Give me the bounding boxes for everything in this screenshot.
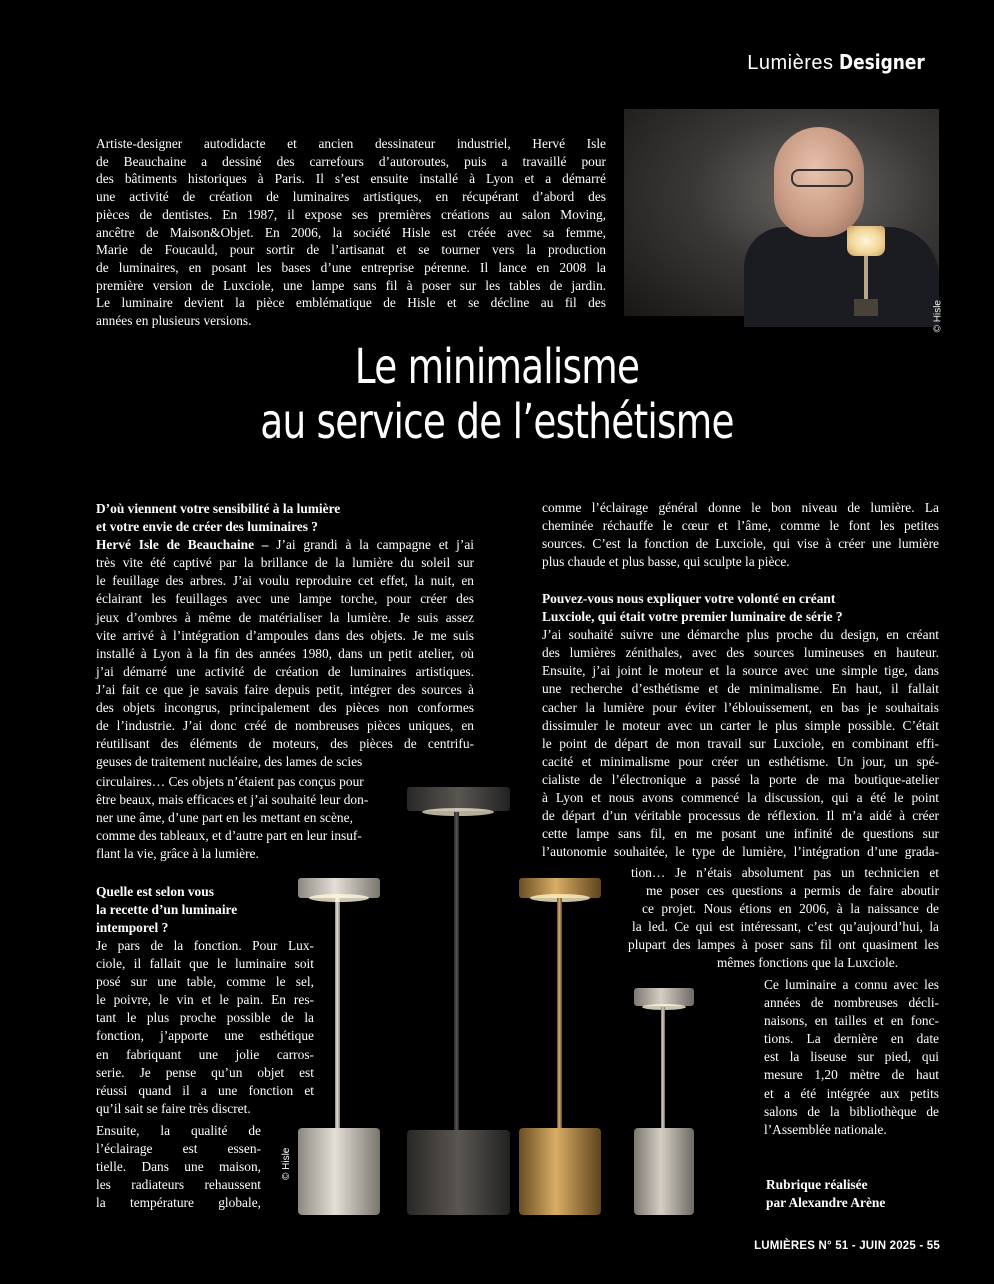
- intro-line: de luminaires, en posant les bases d’une entreprise pérenne. Il lance en 2008 la: [96, 259, 606, 275]
- photo-credit: © Hisle: [932, 300, 943, 333]
- answer-line: plupart des lampes à poser sans fil ont quasiment les: [628, 937, 939, 952]
- paragraph-line: et a été intégrée aux petits: [764, 1085, 939, 1101]
- byline-line: Rubrique réalisée: [766, 1177, 868, 1192]
- speaker-name: Hervé Isle de Beauchaine –: [96, 537, 269, 553]
- answer-line: cette lampe sans fil, en me posant une infinité de questions sur: [542, 826, 939, 842]
- designer-portrait-photo: [624, 109, 943, 333]
- paragraph-line: mesure 1,20 mètre de haut: [764, 1067, 939, 1083]
- answer-line: très vite été captivé par la brillance de la lumière du soleil sur: [96, 555, 474, 571]
- answer-line: ner une âme, d’une part en les mettant en scène,: [96, 810, 353, 826]
- answer-line: dissimuler le moteur avec un carter le plus simple possible. C’était: [542, 717, 939, 733]
- question-2-line: la recette d’un luminaire: [96, 902, 238, 918]
- intro-paragraph: [96, 135, 606, 330]
- question-3-line: Luxciole, qui était votre premier luminaire de série ?: [542, 609, 843, 625]
- answer-line: serie. Je pense qu’un objet est: [96, 1064, 314, 1080]
- paragraph-line: cheminée réchauffe le cœur et l’âme, comme le font les petites: [542, 518, 939, 534]
- subsection-name: Designer: [839, 50, 925, 74]
- answer-line: Ensuite, j’ai joint le moteur et la source avec une simple tige, dans: [542, 663, 939, 679]
- answer-line: circulaires… Ces objets n’étaient pas conçus pour: [96, 774, 364, 789]
- answer-line: qu’il sait se faire très discret.: [96, 1100, 251, 1116]
- byline: [766, 1176, 941, 1212]
- stepped-line: [717, 954, 939, 972]
- answer-line: cacité et minimalisme pour créer un esthétisme. Un jour, un spé-: [542, 753, 939, 769]
- paragraph-line: plus chaude et plus basse, qui sculpte la pièce.: [542, 554, 790, 570]
- answer-line: de l’industrie. J’ai donc créé de nombreuses pièces uniques, en: [96, 718, 474, 734]
- lamp-black: [407, 787, 510, 1215]
- question-2-line: intemporel ?: [96, 920, 169, 936]
- question-3-line: Pouvez-vous nous expliquer votre volonté en créant: [542, 591, 836, 606]
- stepped-line: [632, 918, 939, 936]
- answer-line: la led. Ce qui est intéressant, c’est qu’aujourd’hui, la: [632, 919, 939, 934]
- stepped-line: [646, 882, 939, 900]
- answer-line: mêmes fonctions que la Luxciole.: [717, 955, 899, 970]
- answer-line: le point de départ de mon travail sur Luxciole, en combinant effi-: [542, 735, 939, 751]
- paragraph-line: Ce luminaire a connu avec les: [764, 977, 939, 992]
- intro-line: de Beauchaine a dessiné des carrefours d’autoroutes, puis a travaillé pour: [96, 153, 606, 169]
- answer-line: de départ d’un véritable processus de réflexion. Il m’a aidé à créer: [542, 808, 939, 824]
- left-column-narrow: [96, 773, 396, 863]
- paragraph-line: tions. La dernière en date: [764, 1031, 939, 1047]
- answer-line: posé sur une table, comme le sel,: [96, 974, 314, 990]
- answer-line: installé à Lyon à la fin des années 1980, dans un petit atelier, où: [96, 645, 474, 661]
- answer-line: tion… Je n’étais absolument pas un technicien et: [631, 865, 939, 880]
- portrait-lamp-base: [854, 299, 878, 316]
- page-header: [747, 50, 940, 75]
- lamp-gold: [519, 878, 601, 1215]
- page-footer: LUMIÈRES N° 51 - JUIN 2025 - 55: [754, 1240, 940, 1252]
- answer-line: tielle. Dans une maison,: [96, 1159, 261, 1175]
- answer-line: en fabriquant une jolie carros-: [96, 1046, 314, 1062]
- answer-line: être beaux, mais efficaces et j’ai souhaité leur don-: [96, 792, 369, 808]
- answer-line: le poivre, le vin et le pain. En res-: [96, 992, 314, 1008]
- answer-line: geuses de traitement nucléaire, des lames de scies: [96, 754, 363, 770]
- answer-line: des objets incongrus, principalement des pièces non conformes: [96, 700, 474, 716]
- paragraph-line: est la liseuse sur pied, qui: [764, 1049, 939, 1065]
- answer-line: Ensuite, la qualité de: [96, 1123, 261, 1138]
- stepped-line: [642, 900, 939, 918]
- title-line-2: au service de l’esthétisme: [260, 394, 734, 450]
- answer-line: jeux d’ombres à même de matérialiser la lumière. Je suis assez: [96, 609, 474, 625]
- answer-line: à Lyon et nous avons commencé la discussion, qui a été le point: [542, 790, 939, 806]
- byline-author: par Alexandre Arène: [766, 1195, 886, 1211]
- answer-2-narrow: [96, 1122, 261, 1212]
- answer-line: me poser ces questions a permis de faire aboutir: [646, 883, 939, 898]
- answer-line: réussi quand il a une fonction et: [96, 1082, 314, 1098]
- question-1: D’où viennent votre sensibilité à la lumière: [96, 501, 341, 516]
- answer-line: le feuillage des arbres. J’ai voulu reproduire cet effet, la nuit, en: [96, 573, 474, 589]
- paragraph-line: naisons, en tailles et en fonc-: [764, 1013, 939, 1029]
- intro-line: Marie de Foucauld, pour sortir de l’artisanat et se tourner vers la production: [96, 242, 606, 258]
- left-column: [96, 500, 474, 771]
- right-column-top: [542, 499, 939, 571]
- intro-line: une activité de création de luminaires artistiques, en récupérant d’abord des: [96, 189, 606, 205]
- answer-line: vite arrivé à l’intégration d’ampoules dans des objets. Je me suis: [96, 627, 474, 643]
- answer-line: une recherche d’esthétisme et de minimalisme. En haut, il fallait: [542, 681, 939, 697]
- answer-line: flant la vie, grâce à la lumière.: [96, 846, 259, 862]
- answer-line: cacher la lumière pour éviter l’éblouissement, en bas je souhaitais: [542, 699, 939, 715]
- answer-line: J’ai fait ce que je savais faire depuis petit, intégrer des sources à: [96, 681, 474, 697]
- stepped-line: [628, 936, 939, 954]
- question-2-line: Quelle est selon vous: [96, 884, 214, 899]
- intro-line: pièces de dentistes. En 1987, il expose ses premières créations au salon Moving,: [96, 206, 606, 222]
- right-column-p4: [764, 976, 939, 1139]
- intro-line: des bâtiments historiques à Paris. Il s’est ensuite installé à Lyon et a démarré: [96, 171, 606, 187]
- title-line-1: Le minimalisme: [354, 339, 640, 395]
- stepped-line: [631, 864, 939, 882]
- paragraph-line: années de nombreuses décli-: [764, 995, 939, 1011]
- intro-line: années en plusieurs versions.: [96, 313, 252, 329]
- answer-line: la température globale,: [96, 1195, 261, 1211]
- answer-line: Je pars de la fonction. Pour Lux-: [96, 938, 314, 953]
- lamp-small: [634, 988, 694, 1215]
- answer-2: [96, 937, 314, 1118]
- answer-line: l’éclairage est essen-: [96, 1141, 261, 1157]
- answer-line: J’ai grandi à la campagne et j’ai: [268, 537, 475, 553]
- paragraph-line: l’Assemblée nationale.: [764, 1121, 887, 1137]
- paragraph-line: comme l’éclairage général donne le bon niveau de lumière. La: [542, 500, 939, 515]
- answer-line: j’ai démarré une activité de création de luminaires artistiques.: [96, 663, 474, 679]
- answer-line: ce projet. Nous étions en 2006, à la naissance de: [642, 901, 939, 916]
- answer-line: éclairant les feuillages avec une lampe torche, pour créer des: [96, 591, 474, 607]
- answer-line: tant le plus proche possible de la: [96, 1010, 314, 1026]
- answer-line: ciole, il fallait que le luminaire soit: [96, 956, 314, 972]
- intro-line: Artiste-designer autodidacte et ancien dessinateur industriel, Hervé Isle: [96, 136, 606, 151]
- intro-line: Le luminaire devient la pièce emblématique de Hisle et se décline au fil des: [96, 295, 606, 311]
- question-2: [96, 883, 316, 937]
- answer-line: les radiateurs rehaussent: [96, 1177, 261, 1193]
- portrait-body: [744, 227, 939, 327]
- answer-line: comme des tableaux, et d’autre part en leur insuf-: [96, 828, 362, 844]
- portrait-lamp-shade: [847, 226, 885, 256]
- answer-line: fonction, j’apporte une esthétique: [96, 1028, 314, 1044]
- portrait-glasses: [791, 169, 853, 187]
- question-1: et votre envie de créer des luminaires ?: [96, 519, 319, 535]
- answer-line: des lumières zénithales, avec des sources lumineuses en hauteur.: [542, 645, 939, 661]
- intro-line: première version de Luxciole, une lampe sans fil à poser sur les tables de jardin.: [96, 277, 606, 293]
- section-name: Lumières: [747, 52, 834, 74]
- answer-line: cialiste de l’électronique a passé la porte de ma boutique-atelier: [542, 771, 939, 787]
- paragraph-line: salons de la bibliothèque de: [764, 1103, 939, 1119]
- intro-line: ancêtre de Maison&Objet. En 2006, la société Hisle est créée avec sa femme,: [96, 224, 606, 240]
- article-title: [109, 340, 884, 450]
- paragraph-line: sources. C’est la fonction de Luxciole, qui vise à créer une lumière: [542, 536, 939, 552]
- answer-line: J’ai souhaité suivre une démarche plus proche du design, en créant: [542, 627, 939, 643]
- answer-line: l’autonomie souhaitée, le type de lumière, l’intégration d’une grada-: [542, 844, 939, 860]
- lamps-photo-credit: © Hisle: [281, 1147, 292, 1180]
- answer-line: réutilisant des éléments de moteurs, des pièces de centrifu-: [96, 736, 474, 752]
- right-column-q3: [542, 590, 939, 861]
